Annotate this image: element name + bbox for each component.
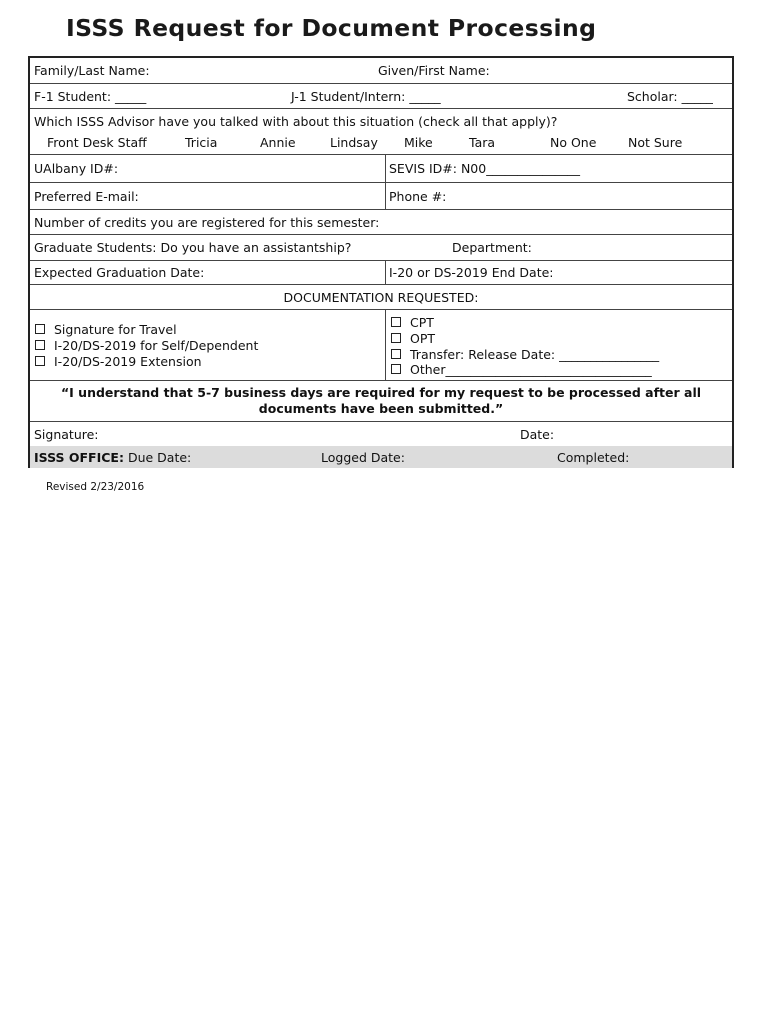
sevis-id-field[interactable]: SEVIS ID#: N00_______________ (389, 161, 580, 176)
credits-field[interactable]: Number of credits you are registered for this semester: (34, 215, 380, 230)
graduate-row (30, 234, 732, 261)
checkbox[interactable] (391, 364, 401, 374)
contact-row (30, 182, 732, 210)
checkbox[interactable] (391, 349, 401, 359)
family-name-field[interactable]: Family/Last Name: (34, 63, 150, 78)
documentation-header-row (30, 284, 732, 310)
status-row (30, 83, 732, 109)
divider (385, 260, 386, 284)
advisor-question: Which ISSS Advisor have you talked with about this situation (check all that apply)? (34, 114, 558, 129)
email-field[interactable]: Preferred E-mail: (34, 189, 139, 204)
divider (385, 309, 386, 380)
doc-option-travel[interactable]: Signature for Travel (35, 322, 177, 337)
id-row (30, 154, 732, 183)
advisor-row (30, 108, 732, 155)
expected-graduation-field[interactable]: Expected Graduation Date: (34, 265, 205, 280)
assistantship-field[interactable]: Graduate Students: Do you have an assistantship? (34, 240, 352, 255)
statement-line-1: “I understand that 5-7 business days are required for my request to be processed after all (60, 385, 702, 400)
advisor-option-mike[interactable]: Mike (404, 135, 433, 150)
signature-field[interactable]: Signature: (34, 427, 99, 442)
advisor-option-front-desk[interactable]: Front Desk Staff (47, 135, 147, 150)
i20-end-date-field[interactable]: I-20 or DS-2019 End Date: (389, 265, 554, 280)
divider (385, 154, 386, 182)
doc-option-other[interactable]: Other_________________________________ (391, 362, 652, 377)
dates-row (30, 260, 732, 285)
doc-option-i20-self[interactable]: I-20/DS-2019 for Self/Dependent (35, 338, 258, 353)
checkbox[interactable] (391, 333, 401, 343)
page-title: ISSS Request for Document Processing (66, 14, 597, 42)
checkbox[interactable] (35, 356, 45, 366)
completed-field[interactable]: Completed: (557, 450, 630, 465)
advisor-option-annie[interactable]: Annie (260, 135, 296, 150)
name-row (30, 58, 732, 84)
ualbany-id-field[interactable]: UAlbany ID#: (34, 161, 119, 176)
advisor-option-not-sure[interactable]: Not Sure (628, 135, 683, 150)
request-form (28, 56, 734, 468)
checkbox[interactable] (35, 340, 45, 350)
office-label-group (34, 450, 191, 465)
checkbox[interactable] (35, 324, 45, 334)
statement-row (30, 380, 732, 422)
divider (385, 182, 386, 209)
doc-option-opt[interactable]: OPT (391, 331, 435, 346)
advisor-option-tara[interactable]: Tara (469, 135, 496, 150)
logged-date-field[interactable]: Logged Date: (321, 450, 405, 465)
due-date-field[interactable]: Due Date: (127, 450, 192, 465)
office-row (30, 446, 732, 468)
phone-field[interactable]: Phone #: (389, 189, 447, 204)
checkbox[interactable] (391, 317, 401, 327)
revision-note: Revised 2/23/2016 (46, 481, 145, 493)
office-label: ISSS OFFICE: (34, 450, 124, 465)
doc-option-cpt[interactable]: CPT (391, 315, 434, 330)
documents-row (30, 309, 732, 381)
given-name-field[interactable]: Given/First Name: (378, 63, 490, 78)
f1-student-field[interactable]: F-1 Student: _____ (34, 89, 147, 104)
doc-option-i20-extension[interactable]: I-20/DS-2019 Extension (35, 354, 202, 369)
doc-option-transfer[interactable]: Transfer: Release Date: ________________ (391, 347, 659, 362)
credits-row (30, 209, 732, 235)
statement-line-2: documents have been submitted.” (258, 401, 504, 416)
signature-row (30, 421, 732, 447)
department-field[interactable]: Department: (452, 240, 532, 255)
documentation-header: DOCUMENTATION REQUESTED: (283, 290, 479, 305)
date-field[interactable]: Date: (520, 427, 555, 442)
scholar-field[interactable]: Scholar: _____ (627, 89, 713, 104)
j1-student-field[interactable]: J-1 Student/Intern: _____ (291, 89, 441, 104)
advisor-option-no-one[interactable]: No One (550, 135, 597, 150)
advisor-option-tricia[interactable]: Tricia (185, 135, 218, 150)
advisor-option-lindsay[interactable]: Lindsay (330, 135, 378, 150)
